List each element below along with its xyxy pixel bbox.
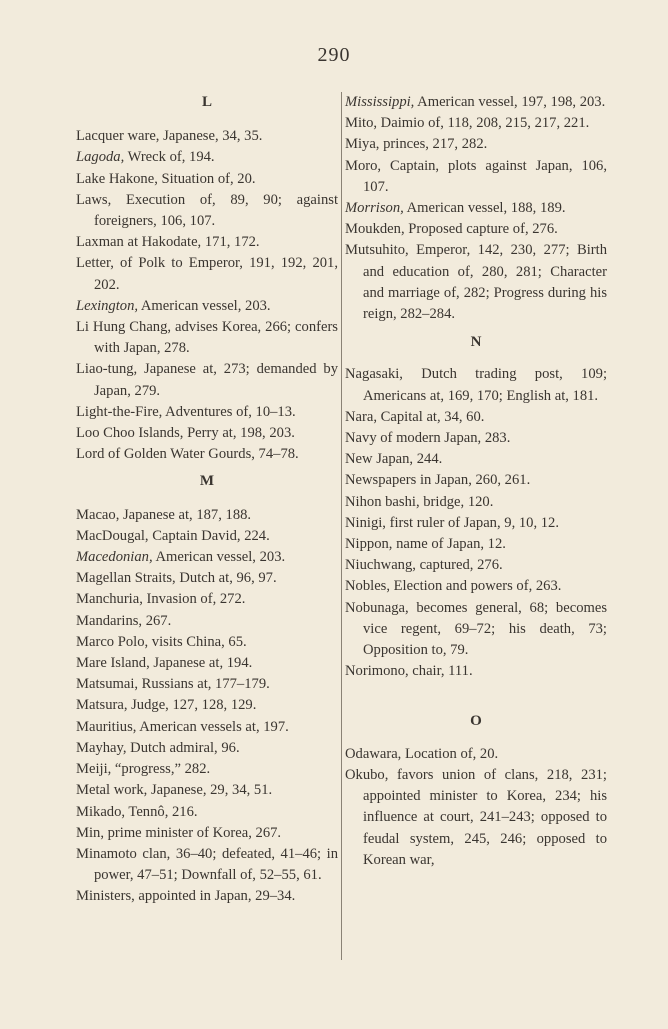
index-entry [76, 653, 338, 674]
index-entry-text: Marco Polo, visits China, 65. [76, 633, 247, 650]
index-entry-text: Okubo, favors union of clans, 218, 231; appointed minister to Korea, 234; his influence at court, 241–243; opposed to feudal system, 245, 246; opposed to Korean war, [345, 766, 607, 868]
index-entry-text: American vessel, 203. [152, 549, 286, 566]
index-entry [76, 674, 338, 695]
index-entry [76, 717, 338, 738]
index-entry-term: Morrison, [345, 200, 404, 217]
index-entry-text: Metal work, Japanese, 29, 34, 51. [76, 782, 273, 799]
index-entry-text: MacDougal, Captain David, 224. [76, 527, 270, 544]
index-entry-text: Meiji, “progress,” 282. [76, 761, 211, 778]
index-entry-text: Mito, Daimio of, 118, 208, 215, 217, 221. [345, 115, 590, 132]
index-entry [76, 802, 338, 823]
index-entry [76, 232, 338, 253]
index-entry [345, 555, 607, 576]
index-entry-text: American vessel, 188, 189. [403, 200, 566, 217]
section-heading: O [470, 713, 482, 730]
index-entry-text: Mauritius, American vessels at, 197. [76, 718, 289, 735]
index-entry-text: Minamoto clan, 36–40; defeated, 41–46; in power, 47–51; Downfall of, 52–55, 61. [76, 845, 338, 884]
index-entry-text: Laxman at Hakodate, 171, 172. [76, 234, 260, 251]
index-entry [345, 156, 607, 198]
index-entry [76, 568, 338, 589]
index-entry-text: Mare Island, Japanese at, 194. [76, 655, 253, 672]
index-entry [345, 407, 607, 428]
index-column-left [76, 92, 338, 908]
index-entry-text: Nobunaga, becomes general, 68; becomes vice regent, 69–72; his death, 73; Opposition to, 79. [345, 599, 607, 659]
index-entry-text: Mayhay, Dutch admiral, 96. [76, 739, 240, 756]
index-entry-text: Manchuria, Invasion of, 272. [76, 591, 246, 608]
index-entry [76, 844, 338, 886]
index-entry [345, 744, 607, 765]
index-entry-text: Lord of Golden Water Gourds, 74–78. [76, 446, 299, 463]
index-entry-text: Ninigi, first ruler of Japan, 9, 10, 12. [345, 514, 560, 531]
index-entry-term: Macedonian, [76, 549, 153, 566]
index-entry-text: Norimono, chair, 111. [345, 663, 473, 680]
index-entry-text: Light-the-Fire, Adventures of, 10–13. [76, 403, 296, 420]
index-entry [345, 598, 607, 662]
index-entry [76, 296, 338, 317]
section-heading: M [199, 473, 215, 490]
index-entry [76, 505, 338, 526]
index-entry [345, 240, 607, 325]
index-entry-text: Macao, Japanese at, 187, 188. [76, 506, 252, 523]
index-entry-text: Wreck of, 194. [124, 149, 215, 166]
index-entry-text: Niuchwang, captured, 276. [345, 557, 503, 574]
index-entry-text: Moro, Captain, plots against Japan, 106, 107. [345, 157, 607, 195]
index-entry [76, 402, 338, 423]
index-entry-text: Min, prime minister of Korea, 267. [76, 824, 282, 841]
index-entry-text: New Japan, 244. [345, 451, 443, 468]
index-entry-text: Nara, Capital at, 34, 60. [345, 408, 485, 425]
index-entry-text: Nihon bashi, bridge, 120. [345, 493, 494, 510]
index-entry-term: Mississippi, [345, 94, 415, 110]
index-entry [345, 470, 607, 491]
index-entry [76, 823, 338, 844]
index-entry-text: American vessel, 203. [138, 297, 271, 314]
index-entry [345, 513, 607, 534]
index-entry [345, 534, 607, 555]
index-entry [76, 547, 338, 568]
page-number: 290 [317, 44, 351, 66]
index-entry [76, 359, 338, 401]
index-entry-text: Matsura, Judge, 127, 128, 129. [76, 697, 257, 714]
index-entry-text: Nagasaki, Dutch trading post, 109; Americans at, 169, 170; English at, 181. [345, 366, 607, 404]
index-entry-text: Mutsuhito, Emperor, 142, 230, 277; Birth and education of, 280, 281; Character and marriage of, 282; Progress during his reign, 282–284. [345, 242, 607, 323]
index-entry [76, 190, 338, 232]
index-entry [345, 198, 607, 219]
index-entry [345, 765, 607, 871]
index-entry-text: Navy of modern Japan, 283. [345, 430, 511, 447]
index-entry-text: Moukden, Proposed capture of, 276. [345, 221, 558, 238]
index-entry [345, 661, 607, 682]
index-entry [345, 113, 607, 134]
index-entry [76, 126, 338, 147]
index-entry-text: Ministers, appointed in Japan, 29–34. [76, 888, 296, 905]
index-entry-text: Letter, of Polk to Emperor, 191, 192, 201, 202. [76, 255, 338, 293]
index-entry [76, 444, 338, 465]
index-entry [76, 423, 338, 444]
index-column-right [345, 92, 607, 871]
index-entry [76, 632, 338, 653]
index-entry [345, 449, 607, 470]
index-entry [76, 780, 338, 801]
index-entry-text: Lacquer ware, Japanese, 34, 35. [76, 128, 263, 145]
index-entry [345, 364, 607, 406]
index-entry-text: Miya, princes, 217, 282. [345, 136, 488, 153]
index-entry [76, 253, 338, 295]
index-entry [76, 589, 338, 610]
index-entry [345, 492, 607, 513]
index-entry-text: Nobles, Election and powers of, 263. [345, 578, 562, 595]
index-entry-text: Li Hung Chang, advises Korea, 266; confers with Japan, 278. [76, 319, 338, 357]
index-entry [76, 317, 338, 359]
index-entry-text: Mandarins, 267. [76, 612, 172, 629]
index-entry [345, 576, 607, 597]
index-entry-text: Magellan Straits, Dutch at, 96, 97. [76, 570, 277, 587]
index-entry-text: Matsumai, Russians at, 177–179. [76, 676, 270, 693]
index-entry [345, 134, 607, 155]
index-entry-text: American vessel, 197, 198, 203. [414, 94, 606, 110]
index-entry-text: Loo Choo Islands, Perry at, 198, 203. [76, 425, 295, 442]
index-entry-text: Mikado, Tennô, 216. [76, 803, 198, 820]
index-entry [76, 611, 338, 632]
index-entry-text: Newspapers in Japan, 260, 261. [345, 472, 531, 489]
index-entry-term: Lagoda, [76, 149, 125, 166]
index-entry-text: Odawara, Location of, 20. [345, 745, 499, 762]
index-entry-text: Nippon, name of Japan, 12. [345, 536, 506, 553]
index-entry-term: Lexington, [76, 297, 139, 314]
index-entry [76, 169, 338, 190]
index-entry [76, 738, 338, 759]
index-entry [76, 886, 338, 907]
index-entry [76, 147, 338, 168]
index-entry [345, 219, 607, 240]
index-entry [345, 92, 607, 113]
index-entry-text: Laws, Execution of, 89, 90; against foreigners, 106, 107. [76, 191, 338, 230]
section-heading: N [470, 334, 482, 351]
index-entry [76, 695, 338, 716]
index-entry [76, 759, 338, 780]
index-entry-text: Liao-tung, Japanese at, 273; demanded by Japan, 279. [76, 361, 338, 399]
column-divider [341, 92, 342, 960]
index-entry-text: Lake Hakone, Situation of, 20. [76, 170, 256, 187]
index-entry [345, 428, 607, 449]
section-heading: L [201, 94, 212, 110]
index-entry [76, 526, 338, 547]
